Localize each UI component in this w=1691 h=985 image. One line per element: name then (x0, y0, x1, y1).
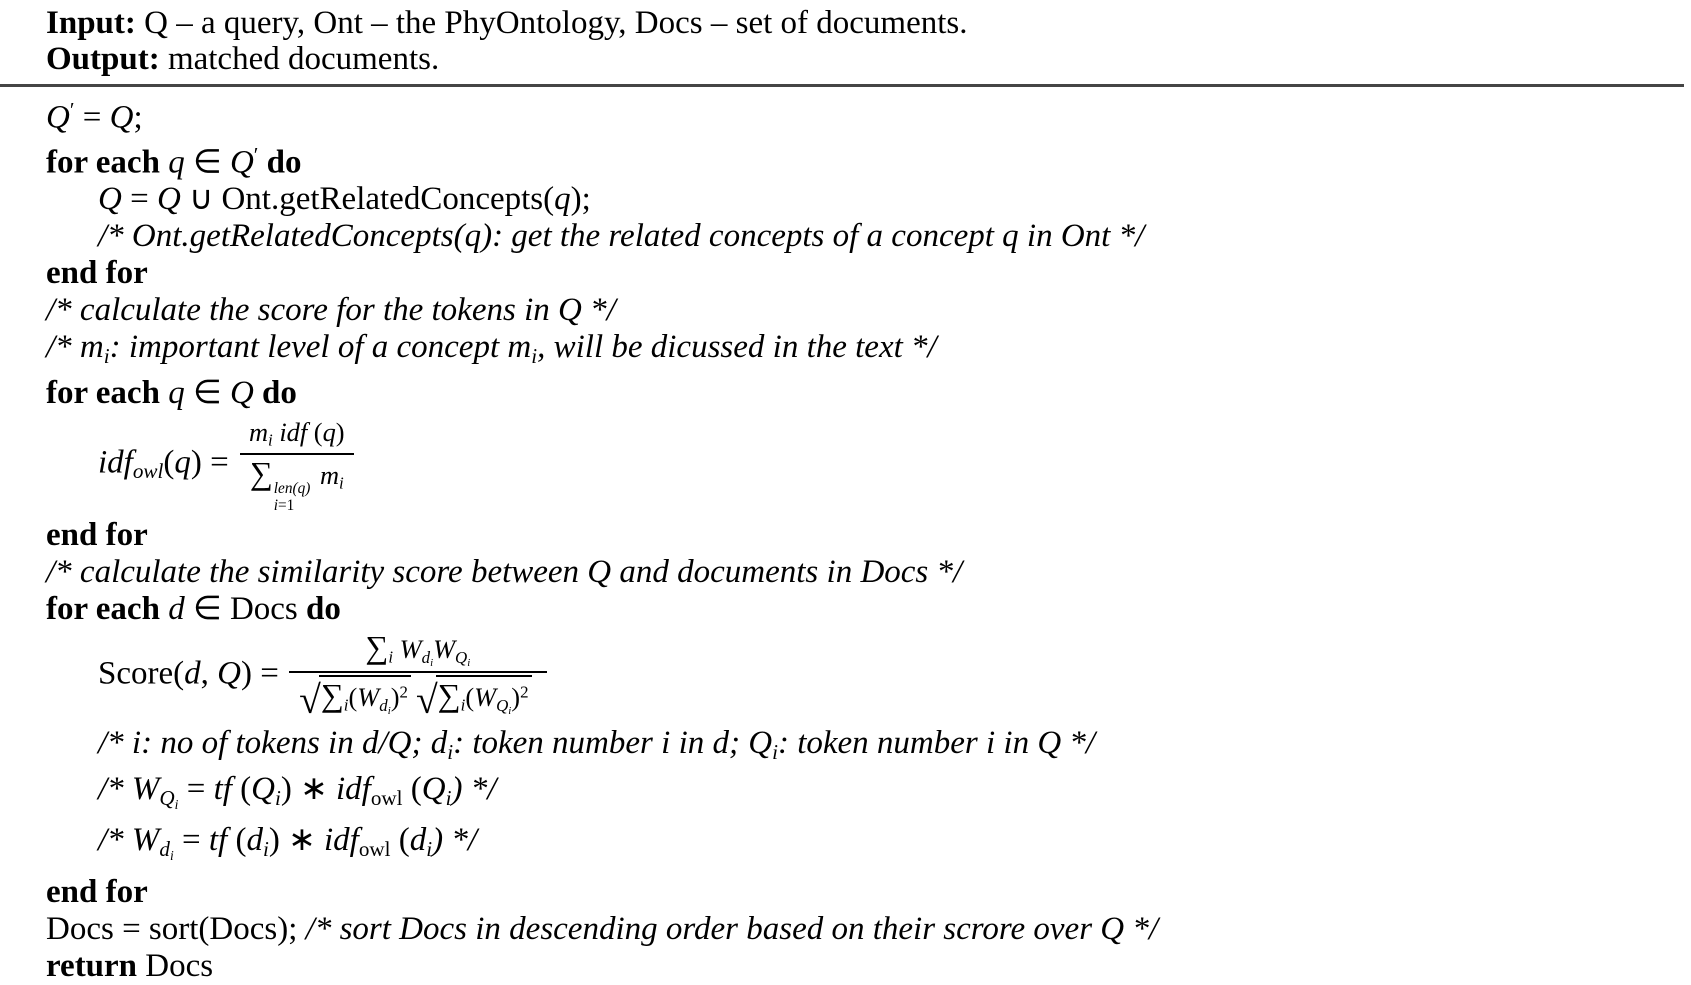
square-root (415, 675, 532, 723)
text-run: Q (46, 99, 70, 136)
for-each-d-in-docs (0, 591, 1691, 628)
text-run: /* (98, 822, 132, 859)
text-run: in (995, 724, 1038, 761)
text-run: Q (421, 770, 446, 807)
text-run: ( (348, 682, 358, 713)
text-run: ∈ (184, 375, 230, 411)
stmt-sort-docs (0, 911, 1691, 948)
radicand (436, 675, 532, 718)
end-for-1 (0, 255, 1691, 292)
subscript (359, 837, 391, 861)
text-run: Q (98, 181, 122, 218)
text-run: /* (98, 770, 132, 807)
text-run: do (266, 144, 302, 181)
for-each-q-in-q (0, 375, 1691, 412)
text-run: d (168, 591, 185, 628)
text-run: : token number (453, 724, 662, 761)
text-run: q (322, 417, 336, 447)
text-run: /* (46, 329, 80, 366)
text-run: idf (336, 770, 371, 807)
text-run: Q (156, 181, 181, 218)
text-run: /* Ont.getRelatedConcepts(q): get the related concepts of a concept q in Ont */ (98, 218, 1145, 255)
subscript (421, 648, 434, 670)
text-run: ∑ (437, 677, 461, 714)
text-run: i (273, 497, 279, 515)
output-line (0, 41, 1691, 77)
text-run: Docs (137, 947, 214, 984)
text-run: Q (229, 375, 254, 411)
text-run: Q (109, 99, 134, 136)
text-run: W (474, 682, 497, 713)
text-run: Q (159, 785, 175, 810)
text-run: d (409, 822, 427, 859)
text-run: for each (46, 375, 169, 411)
text-run: W (131, 770, 160, 807)
text-run: : no of tokens in (141, 724, 362, 761)
end-for-3 (0, 874, 1691, 911)
text-run: i (103, 344, 110, 368)
text-run: Q (496, 695, 509, 715)
fraction-denominator (240, 453, 354, 515)
text-run: Q (455, 648, 468, 668)
text-run: ; (133, 99, 143, 136)
text-run: return (46, 947, 138, 984)
algorithm-body (0, 92, 1691, 985)
text-run: ) */ (451, 770, 497, 807)
text-run: i (343, 695, 349, 715)
text-run: ∈ (184, 144, 230, 181)
output-text: matched documents. (159, 41, 440, 77)
text-run: 2 (520, 682, 529, 702)
text-run: Q (748, 724, 773, 761)
upper-limit (274, 480, 311, 497)
text-run: ∑ (249, 454, 273, 491)
fraction-numerator (355, 631, 480, 671)
text-run: ) */ (432, 822, 478, 859)
comment-token-definitions (0, 725, 1691, 771)
formula-score (0, 628, 1691, 724)
text-run: i (460, 695, 466, 715)
text-run: end for (46, 517, 148, 554)
text-run: ∑ (365, 629, 389, 666)
text-run: tf (213, 770, 232, 807)
text-run: ; (411, 724, 431, 761)
lower-limit (274, 497, 295, 514)
text-run: = (121, 181, 157, 218)
text-run: Q (1037, 724, 1062, 761)
text-run: W (357, 682, 380, 713)
text-run: ∈ (184, 591, 230, 628)
text-run: i (169, 847, 174, 863)
stmt-q-prime-init (0, 92, 1691, 137)
radical-icon: √ (299, 678, 321, 723)
text-run: ) ∗ (280, 770, 337, 807)
text-run: idf (323, 822, 359, 859)
text-run: i (661, 724, 671, 761)
limits-stack (274, 480, 311, 514)
algorithm-header (0, 5, 1691, 77)
fraction-numerator (239, 415, 355, 453)
text-run: m (79, 329, 104, 366)
text-run: 2 (399, 682, 408, 702)
text-run: , (200, 656, 218, 693)
text-run: */ (1061, 724, 1096, 761)
text-run: = (173, 822, 209, 859)
text-run: ( (227, 822, 247, 859)
subscript (159, 837, 173, 861)
subscript (455, 648, 471, 670)
text-run: d (159, 837, 170, 862)
text-run: Q (229, 144, 254, 181)
text-run: i (772, 739, 778, 764)
end-for-2 (0, 517, 1691, 554)
comment-get-related-concepts (0, 218, 1691, 255)
text-run: i (339, 473, 344, 493)
text-run: W (433, 634, 456, 665)
text-run: len(q) (273, 480, 311, 498)
subscript (467, 657, 470, 669)
text-run: i (445, 785, 452, 810)
text-run: i (447, 739, 454, 764)
text-run (313, 460, 320, 490)
fraction-denominator (289, 671, 546, 721)
text-run: d (430, 724, 448, 761)
text-run: end for (46, 873, 148, 910)
text-run: do (306, 591, 341, 628)
text-run (254, 375, 262, 411)
text-run: = (178, 770, 214, 807)
text-run: = (74, 99, 110, 136)
text-run: Score( (98, 656, 185, 693)
text-run: /* calculate the score for the tokens in Q */ (46, 292, 616, 329)
text-run: d (379, 695, 388, 715)
superscript (520, 683, 528, 702)
subscript (379, 696, 390, 715)
text-run: ( (163, 444, 175, 481)
text-run: Q (251, 770, 275, 807)
comment-w-qi (0, 771, 1691, 823)
radicand (319, 675, 411, 718)
text-run: q (168, 375, 185, 411)
text-run: i (508, 704, 512, 717)
square-root (299, 675, 411, 723)
formula-idf-owl (0, 412, 1691, 517)
comment-w-di (0, 822, 1691, 874)
text-run: /* calculate the similarity score between Q and documents in Docs */ (46, 554, 963, 591)
text-run: idf (98, 444, 133, 481)
subscript (133, 459, 164, 483)
text-run: ( (402, 770, 422, 807)
stmt-expand-query (0, 181, 1691, 218)
text-run: W (399, 634, 422, 665)
text-run: ( (390, 822, 410, 859)
text-run: ; (728, 724, 749, 761)
fraction (289, 631, 546, 721)
text-run: ) (335, 417, 345, 447)
return-docs (0, 948, 1691, 985)
text-run: idf (279, 417, 308, 447)
comment-mi-important-level (0, 329, 1691, 375)
text-run: ) (390, 682, 400, 713)
text-run: i (268, 430, 273, 450)
text-run: d (246, 822, 263, 859)
text-run: ′ (69, 98, 75, 122)
text-run: do (262, 375, 297, 411)
text-run: ′ (253, 142, 259, 167)
text-run: : token number (777, 724, 986, 761)
text-run: i (131, 724, 142, 761)
text-run: m (507, 329, 532, 366)
input-label: Input: (46, 5, 136, 41)
text-run: Ont.getRelatedConcepts( (221, 181, 555, 218)
text-run: i (985, 724, 996, 761)
text-run: i (174, 796, 179, 812)
comment-calculate-score (0, 292, 1691, 329)
text-run: q (174, 444, 191, 481)
text-run: Docs (229, 591, 307, 628)
subscript (371, 786, 403, 810)
text-run: owl (370, 785, 403, 810)
text-run: d (421, 648, 431, 668)
text-run: m (248, 417, 269, 447)
input-text: Q – a query, Ont – the PhyOntology, Docs – set of documents. (135, 5, 968, 41)
text-run: ∑ (320, 677, 344, 714)
text-run: ( (231, 770, 252, 807)
text-run: ) ∗ (268, 822, 324, 859)
fraction (239, 415, 355, 514)
text-run: i (388, 648, 394, 668)
text-run: ) (511, 682, 521, 713)
for-each-q-in-qprime (0, 137, 1691, 182)
text-run: ); (570, 181, 591, 218)
text-run: d/Q (361, 724, 412, 761)
text-run: , will be dicussed in the text */ (537, 329, 937, 366)
text-run: W (131, 822, 160, 859)
text-run: owl (132, 459, 164, 484)
text-run: ( (465, 682, 475, 713)
header-rule-divider (0, 84, 1684, 87)
text-run: owl (358, 837, 391, 862)
text-run: i (275, 785, 281, 810)
text-run: Docs = sort(Docs); (46, 910, 306, 947)
radical-icon: √ (415, 678, 438, 723)
text-run: i (430, 657, 434, 670)
text-run: : important level of a concept (109, 329, 508, 366)
text-run: i (387, 704, 391, 717)
text-run: tf (208, 822, 228, 859)
text-run: q (168, 144, 185, 181)
subscript (339, 473, 344, 492)
text-run: i (262, 837, 269, 862)
text-run: /* (98, 724, 132, 761)
text-run: ( (307, 417, 323, 447)
subscript (159, 786, 178, 810)
text-run: m (319, 459, 339, 490)
text-run: d (184, 656, 201, 693)
text-run: i (426, 837, 433, 862)
text-run: =1 (278, 497, 295, 515)
text-run: ∪ (180, 181, 222, 218)
superscript (400, 683, 408, 702)
text-run: ) = (190, 444, 237, 481)
input-line (0, 5, 1691, 41)
text-run: ) = (240, 656, 288, 693)
text-run: for each (46, 591, 169, 628)
comment-similarity-score (0, 554, 1691, 591)
output-label: Output: (46, 41, 160, 77)
subscript (496, 696, 511, 715)
text-run: end for (46, 255, 148, 292)
text-run: q (554, 181, 571, 218)
text-run: i (467, 657, 471, 670)
text-run (258, 144, 266, 180)
text-run: in (670, 724, 713, 761)
text-run: for each (46, 144, 169, 181)
text-run: Q (217, 656, 241, 693)
text-run (393, 634, 400, 664)
text-run: d (712, 724, 729, 761)
text-run: i (531, 344, 538, 368)
text-run: /* sort Docs in descending order based on their scrore over Q */ (305, 910, 1159, 947)
